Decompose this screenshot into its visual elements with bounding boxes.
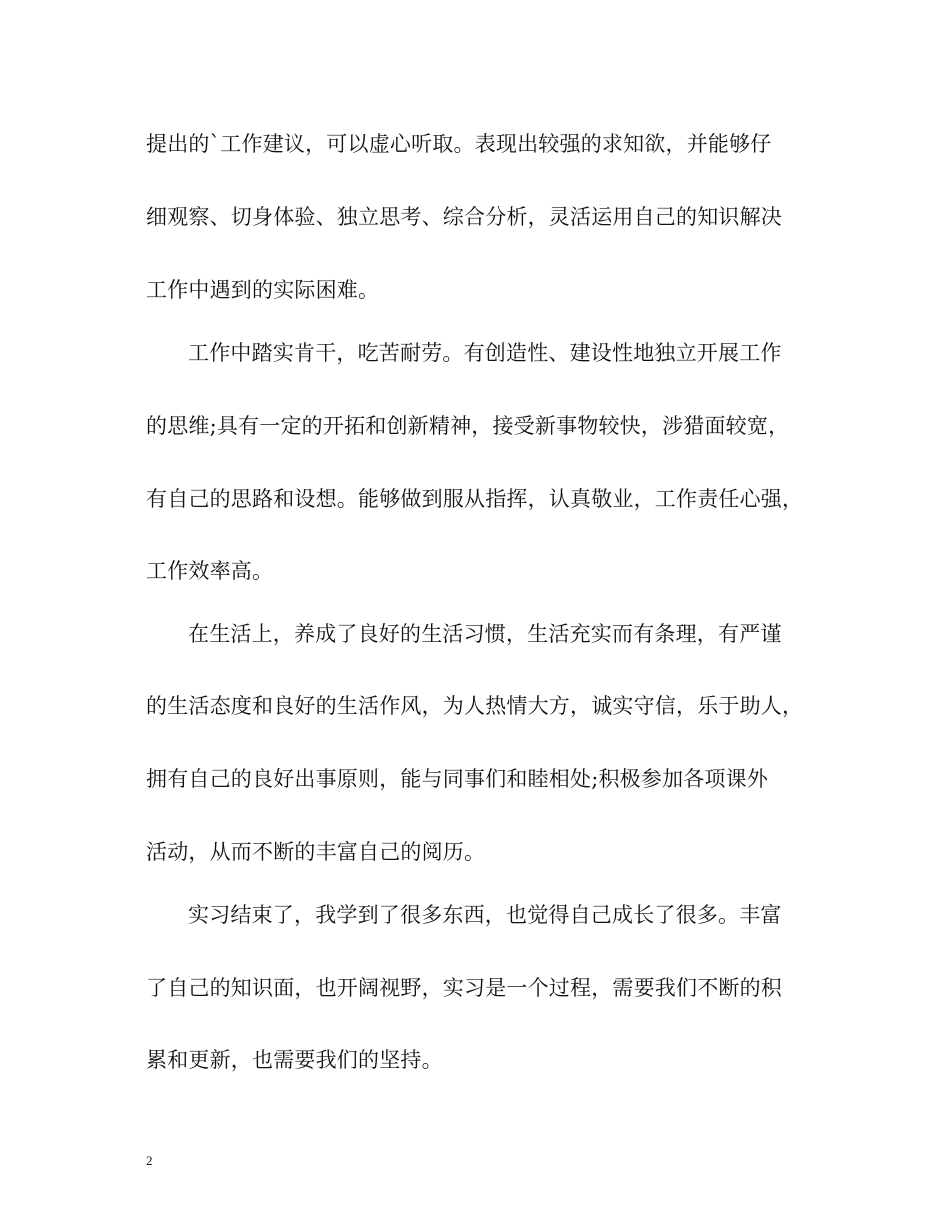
text-line: 的生活态度和良好的生活作风，为人热情大方，诚实守信，乐于助人， xyxy=(146,694,804,718)
text-line: 提出的`工作建议，可以虚心听取。表现出较强的求知欲，并能够仔 xyxy=(146,132,772,156)
text-line: 细观察、切身体验、独立思考、综合分析，灵活运用自己的知识解决 xyxy=(146,205,782,229)
paragraph-first-line: 在生活上，养成了良好的生活习惯，生活充实而有条理，有严谨 xyxy=(188,622,782,646)
text-line: 累和更新，也需要我们的坚持。 xyxy=(146,1048,443,1072)
paragraph-first-line: 工作中踏实肯干，吃苦耐劳。有创造性、建设性地独立开展工作 xyxy=(188,341,782,365)
text-line: 有自己的思路和设想。能够做到服从指挥，认真敬业，工作责任心强， xyxy=(146,487,804,511)
text-line: 活动，从而不断的丰富自己的阅历。 xyxy=(146,840,486,864)
text-line: 拥有自己的良好出事原则，能与同事们和睦相处;积极参加各项课外 xyxy=(146,767,769,791)
page-number: 2 xyxy=(146,1153,153,1168)
text-line: 工作中遇到的实际困难。 xyxy=(146,278,380,302)
text-line: 了自己的知识面，也开阔视野，实习是一个过程，需要我们不断的积 xyxy=(146,976,782,1000)
text-line: 的思维;具有一定的开拓和创新精神，接受新事物较快，涉猎面较宽， xyxy=(146,414,790,438)
text-line: 工作效率高。 xyxy=(146,559,274,583)
paragraph-first-line: 实习结束了，我学到了很多东西，也觉得自己成长了很多。丰富 xyxy=(188,903,782,927)
